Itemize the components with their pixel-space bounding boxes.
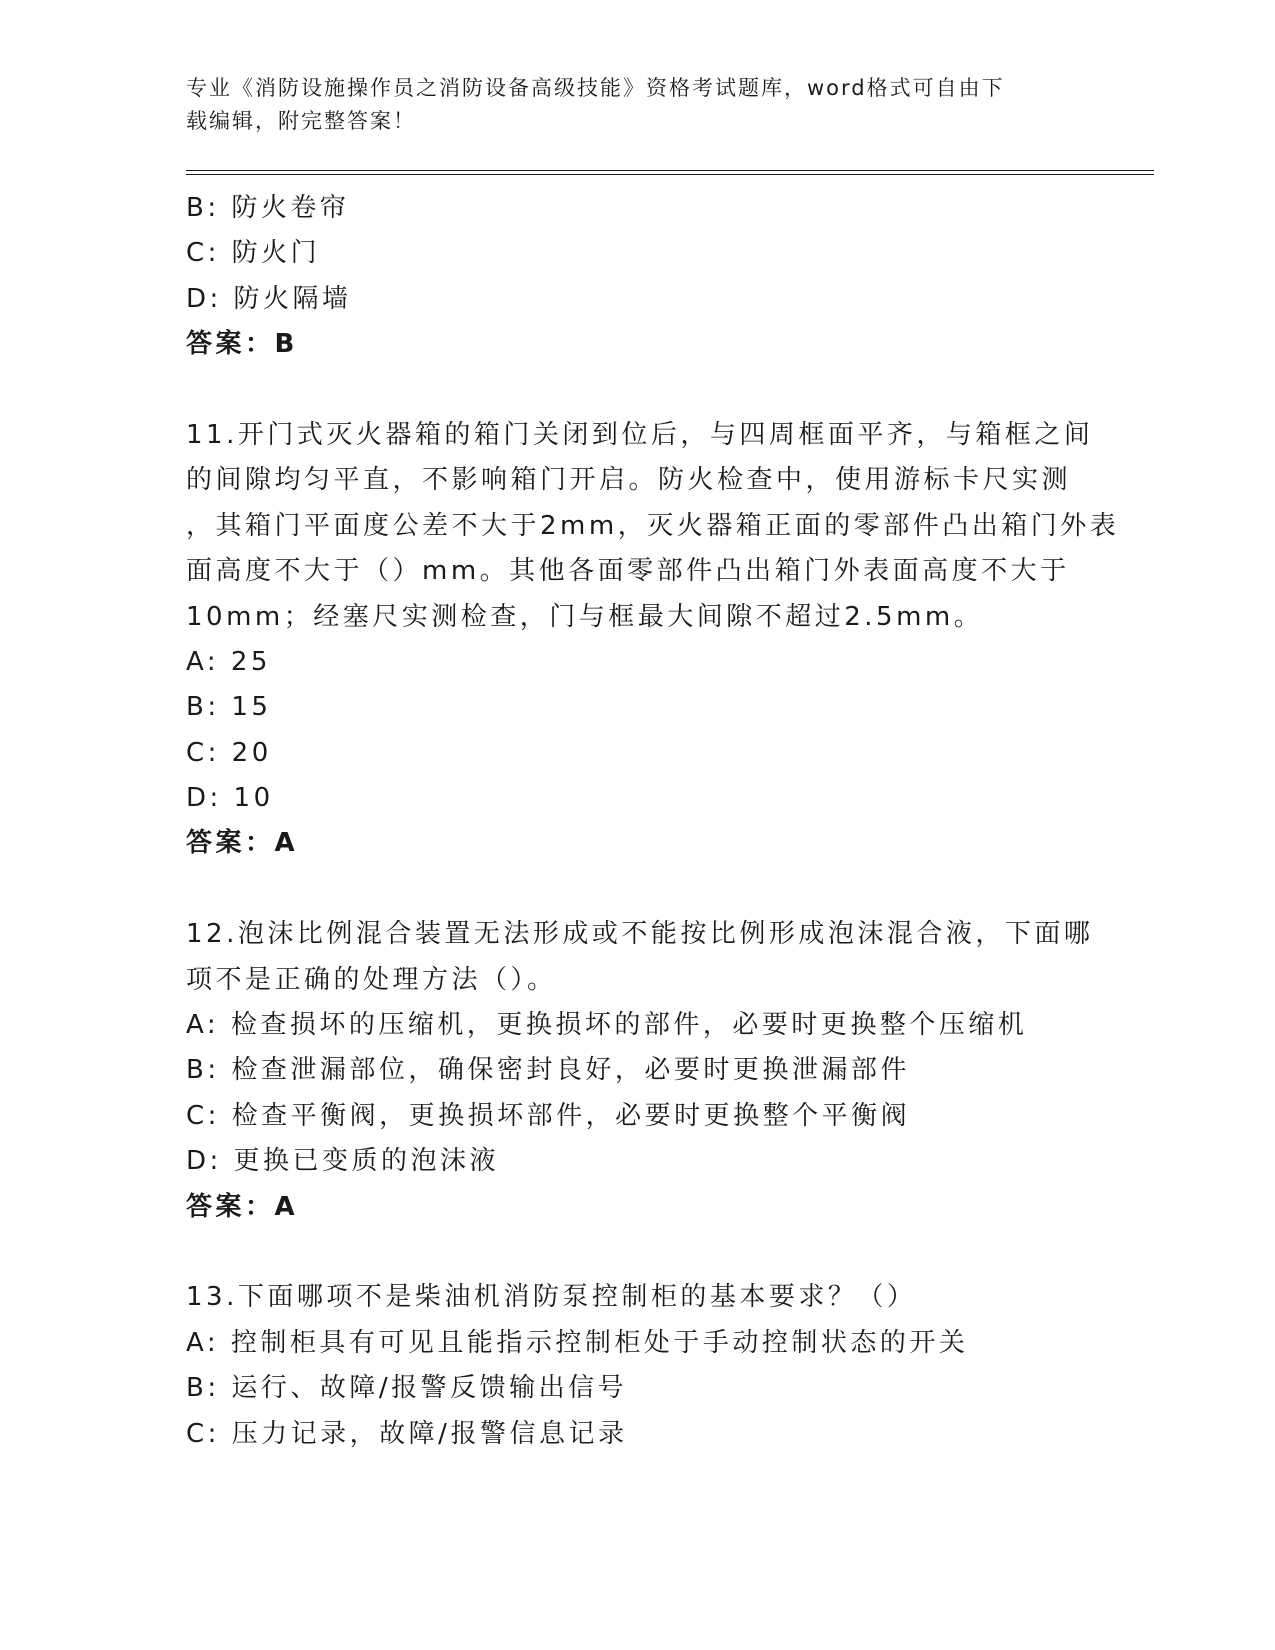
question-text-line: 的间隙均匀平直，不影响箱门开启。防火检查中，使用游标卡尺实测 <box>186 465 1072 496</box>
option-d: D: 防火隔墙 <box>186 283 352 314</box>
question-10-tail <box>186 186 1086 368</box>
question-text-line: ，其箱门平面度公差不大于2mm，灭火器箱正面的零部件凸出箱门外表 <box>186 510 1120 541</box>
question-text-line: 面高度不大于（）mm。其他各面零部件凸出箱门外表面高度不大于 <box>186 556 1070 587</box>
option-c: C: 检查平衡阀，更换损坏部件，必要时更换整个平衡阀 <box>186 1100 911 1131</box>
option-b: B: 运行、故障/报警反馈输出信号 <box>186 1373 628 1404</box>
question-12 <box>186 912 1094 1230</box>
question-list <box>186 186 1120 1457</box>
option-c: C: 防火门 <box>186 238 321 269</box>
option-a: A: 控制柜具有可见且能指示控制柜处于手动控制状态的开关 <box>186 1327 969 1358</box>
option-a: A: 检查损坏的压缩机，更换损坏的部件，必要时更换整个压缩机 <box>186 1010 1028 1041</box>
question-13 <box>186 1275 1086 1457</box>
option-b: B: 防火卷帘 <box>186 193 350 223</box>
question-text-line: 13.下面哪项不是柴油机消防泵控制柜的基本要求？（） <box>186 1282 917 1313</box>
header-line-2: 载编辑，附完整答案！ <box>186 109 416 133</box>
option-d: D: 10 <box>186 783 274 814</box>
option-b: B: 15 <box>186 692 272 723</box>
option-c: C: 压力记录，故障/报警信息记录 <box>186 1418 628 1449</box>
answer: 答案：A <box>186 828 299 859</box>
answer: 答案：A <box>186 1191 299 1222</box>
option-c: C: 20 <box>186 737 272 768</box>
question-text-line: 11.开门式灭火器箱的箱门关闭到位后，与四周框面平齐，与箱框之间 <box>186 419 1094 450</box>
option-a: A: 25 <box>186 646 271 677</box>
option-b: B: 检查泄漏部位，确保密封良好，必要时更换泄漏部件 <box>186 1055 910 1086</box>
question-11 <box>186 413 1120 867</box>
question-text-line: 项不是正确的处理方法（）。 <box>186 964 557 995</box>
header-rule-bottom <box>186 174 1154 175</box>
question-text-line: 10mm；经塞尺实测检查，门与框最大间隙不超过2.5mm。 <box>186 601 984 632</box>
document-header <box>186 72 1086 138</box>
question-text-line: 12.泡沫比例混合装置无法形成或不能按比例形成泡沫混合液，下面哪 <box>186 919 1094 950</box>
header-rule-top <box>186 170 1154 171</box>
answer: 答案：B <box>186 329 298 360</box>
option-d: D: 更换已变质的泡沫液 <box>186 1146 500 1177</box>
header-line-1: 专业《消防设施操作员之消防设备高级技能》资格考试题库，word格式可自由下 <box>186 76 1005 100</box>
